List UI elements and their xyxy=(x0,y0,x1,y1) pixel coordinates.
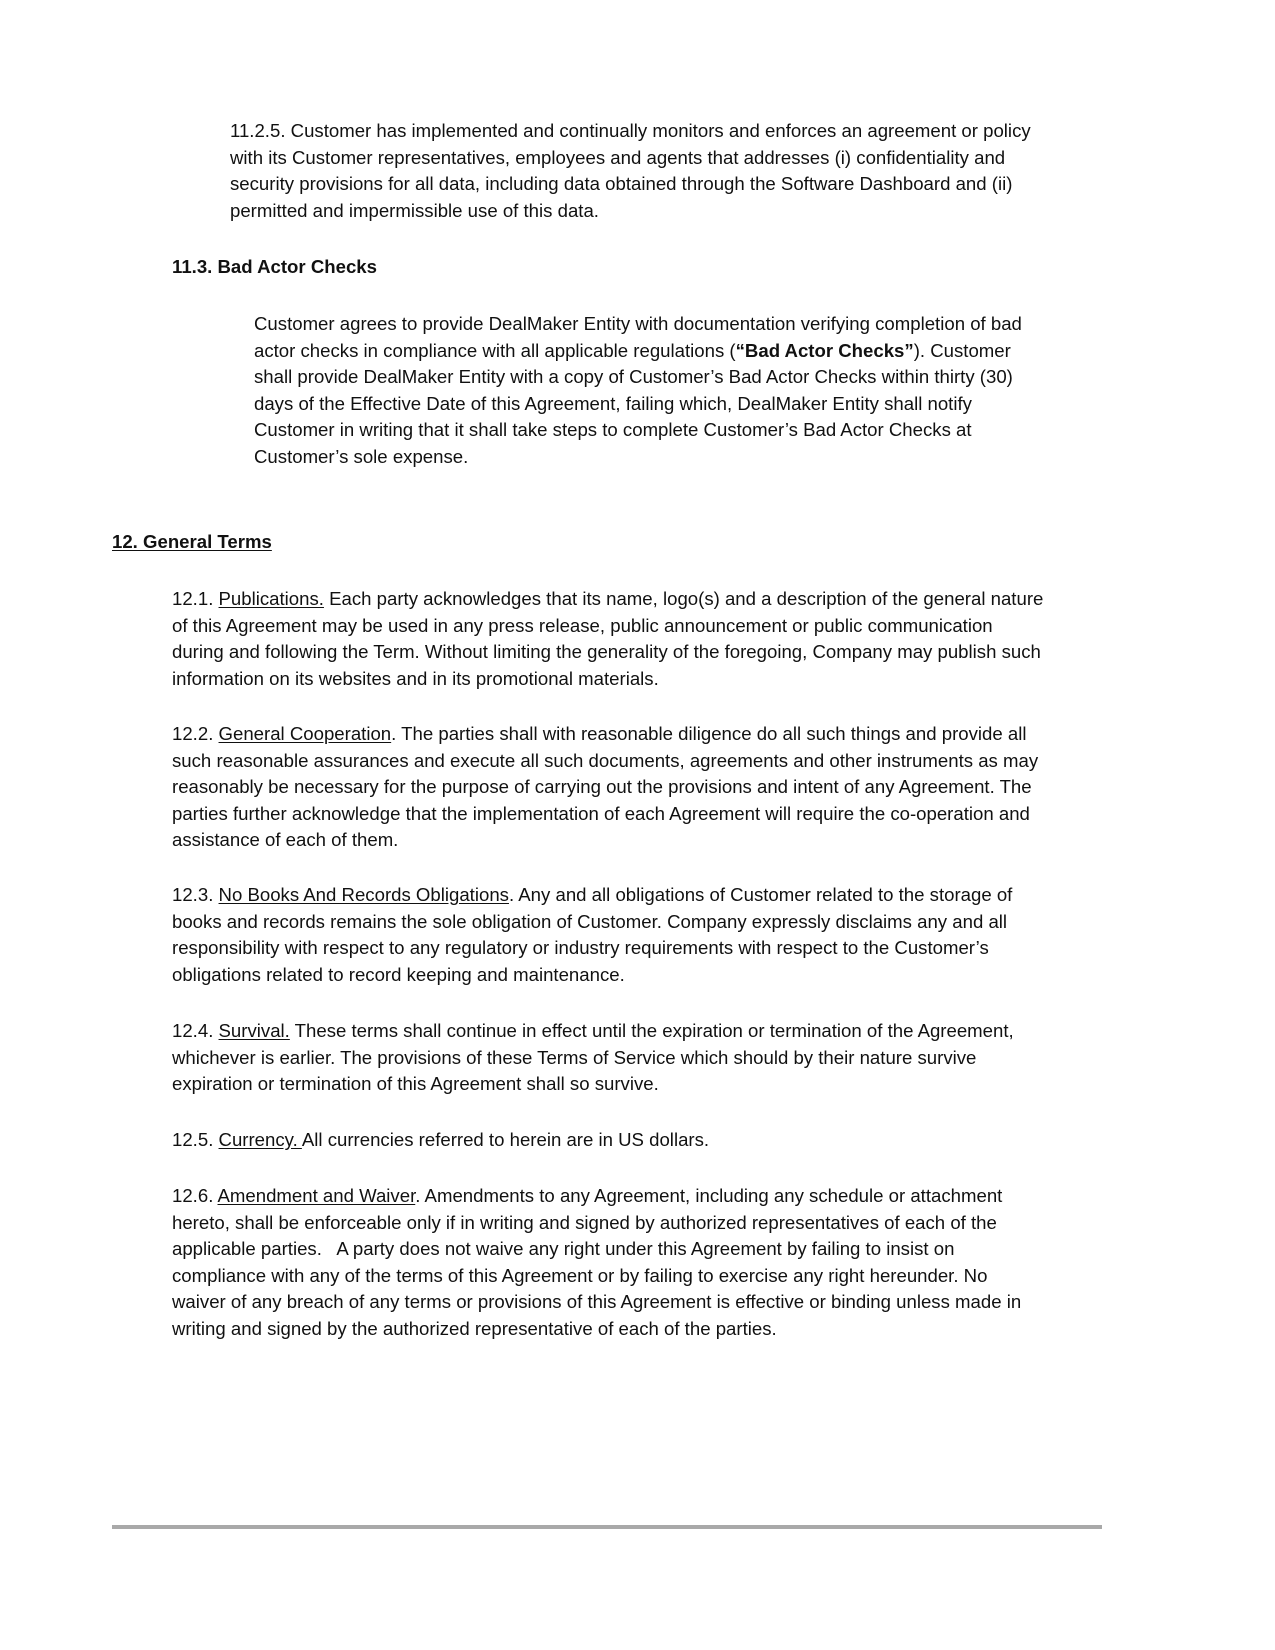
text-line xyxy=(172,586,1043,613)
text-line: whichever is earlier. The provisions of these Terms of Service which should by their nature survive xyxy=(172,1046,977,1068)
text-line: obligations related to record keeping and maintenance. xyxy=(172,963,625,985)
clause-number: 12.4. xyxy=(172,1020,214,1041)
clause-number: 12.1. xyxy=(172,588,214,609)
text-line: such reasonable assurances and execute all such documents, agreements and other instruments as may xyxy=(172,749,1039,771)
clause-title: Amendment and Waiver xyxy=(217,1185,416,1206)
clause-title: Publications. xyxy=(218,588,324,609)
clause-number: 12.2. xyxy=(172,723,214,744)
text-fragment: . The parties shall with reasonable diligence do all such things and provide all xyxy=(391,723,1027,744)
text-line: writing and signed by the authorized representative of each of the parties. xyxy=(172,1317,777,1339)
clause-12-2 xyxy=(172,721,1038,854)
clause-title: No Books And Records Obligations xyxy=(218,884,509,905)
text-line: hereto, shall be enforceable only if in writing and signed by authorized representatives of each of the xyxy=(172,1211,997,1233)
clause-12-3 xyxy=(172,882,1012,988)
text-line: security provisions for all data, including data obtained through the Software Dashboard and (ii) xyxy=(230,173,1013,195)
text-line xyxy=(172,1018,1014,1045)
text-fragment: All currencies referred to herein are in US dollars. xyxy=(301,1129,710,1150)
text-fragment: ). Customer xyxy=(913,339,1011,361)
text-fragment: . Any and all obligations of Customer related to the storage of xyxy=(508,884,1013,905)
clause-title: Survival. xyxy=(218,1020,290,1041)
text-line xyxy=(172,721,1038,748)
text-line: expiration or termination of this Agreement shall so survive. xyxy=(172,1073,659,1095)
clause-title: General Cooperation xyxy=(218,723,392,744)
text-line: days of the Effective Date of this Agreement, failing which, DealMaker Entity shall notify xyxy=(254,392,972,414)
text-fragment: Each party acknowledges that its name, logo(s) and a description of the general nature xyxy=(323,588,1044,609)
text-fragment: These terms shall continue in effect until the expiration or termination of the Agreement, xyxy=(289,1020,1014,1041)
text-line: waiver of any breach of any terms or provisions of this Agreement is effective or binding unless made in xyxy=(172,1291,1022,1313)
text-line: Customer agrees to provide DealMaker Entity with documentation verifying completion of bad xyxy=(254,313,1022,334)
text-line: assistance of each of them. xyxy=(172,829,399,851)
clause-number: 12.3. xyxy=(172,884,214,905)
text-fragment: actor checks in compliance with all applicable regulations ( xyxy=(254,339,736,361)
text-line: Customer’s sole expense. xyxy=(254,445,469,467)
clause-12-5 xyxy=(172,1127,709,1154)
clause-11-3-heading: 11.3. Bad Actor Checks xyxy=(172,256,377,277)
section-12-heading: 12. General Terms xyxy=(112,531,272,552)
text-fragment: . Amendments to any Agreement, including any schedule or attachment xyxy=(415,1185,1003,1206)
clause-12-1 xyxy=(172,586,1043,692)
clause-number: 12.5. xyxy=(172,1129,214,1150)
text-line: permitted and impermissible use of this data. xyxy=(230,199,599,221)
clause-12-6 xyxy=(172,1183,1021,1343)
text-line xyxy=(172,1183,1021,1210)
clause-12-4 xyxy=(172,1018,1014,1098)
text-line: 11.2.5. Customer has implemented and continually monitors and enforces an agreement or policy xyxy=(230,120,1031,141)
text-line: during and following the Term. Without limiting the generality of the foregoing, Company may publish such xyxy=(172,641,1041,663)
text-line: reasonably be necessary for the purpose of carrying out the provisions and intent of any Agreement. The xyxy=(172,776,1032,798)
text-line: information on its websites and in its promotional materials. xyxy=(172,667,659,689)
text-line: Customer in writing that it shall take steps to complete Customer’s Bad Actor Checks at xyxy=(254,419,972,441)
text-line: of this Agreement may be used in any press release, public announcement or public communication xyxy=(172,614,993,636)
text-line xyxy=(254,338,1022,365)
text-line xyxy=(172,1127,709,1154)
text-line: books and records remains the sole obligation of Customer. Company expressly disclaims any and all xyxy=(172,910,1008,932)
text-line: shall provide DealMaker Entity with a copy of Customer’s Bad Actor Checks within thirty (30) xyxy=(254,366,1013,388)
clause-11-2-5 xyxy=(230,118,1031,224)
text-line xyxy=(172,882,1012,909)
text-line: compliance with any of the terms of this Agreement or by failing to exercise any right hereunder. No xyxy=(172,1264,988,1286)
text-line: with its Customer representatives, employees and agents that addresses (i) confidentiality and xyxy=(230,146,1006,168)
clause-title: Currency. xyxy=(218,1129,302,1150)
text-line: applicable parties. A party does not waive any right under this Agreement by failing to insist on xyxy=(172,1238,955,1260)
clause-11-3-body xyxy=(254,311,1022,471)
footer-divider xyxy=(112,1525,1102,1529)
clause-number: 12.6. xyxy=(172,1185,214,1206)
text-line: responsibility with respect to any regulatory or industry requirements with respect to the Customer’s xyxy=(172,937,989,959)
text-line: parties further acknowledge that the implementation of each Agreement will require the co-operation and xyxy=(172,802,1030,824)
defined-term: “Bad Actor Checks” xyxy=(735,339,914,361)
